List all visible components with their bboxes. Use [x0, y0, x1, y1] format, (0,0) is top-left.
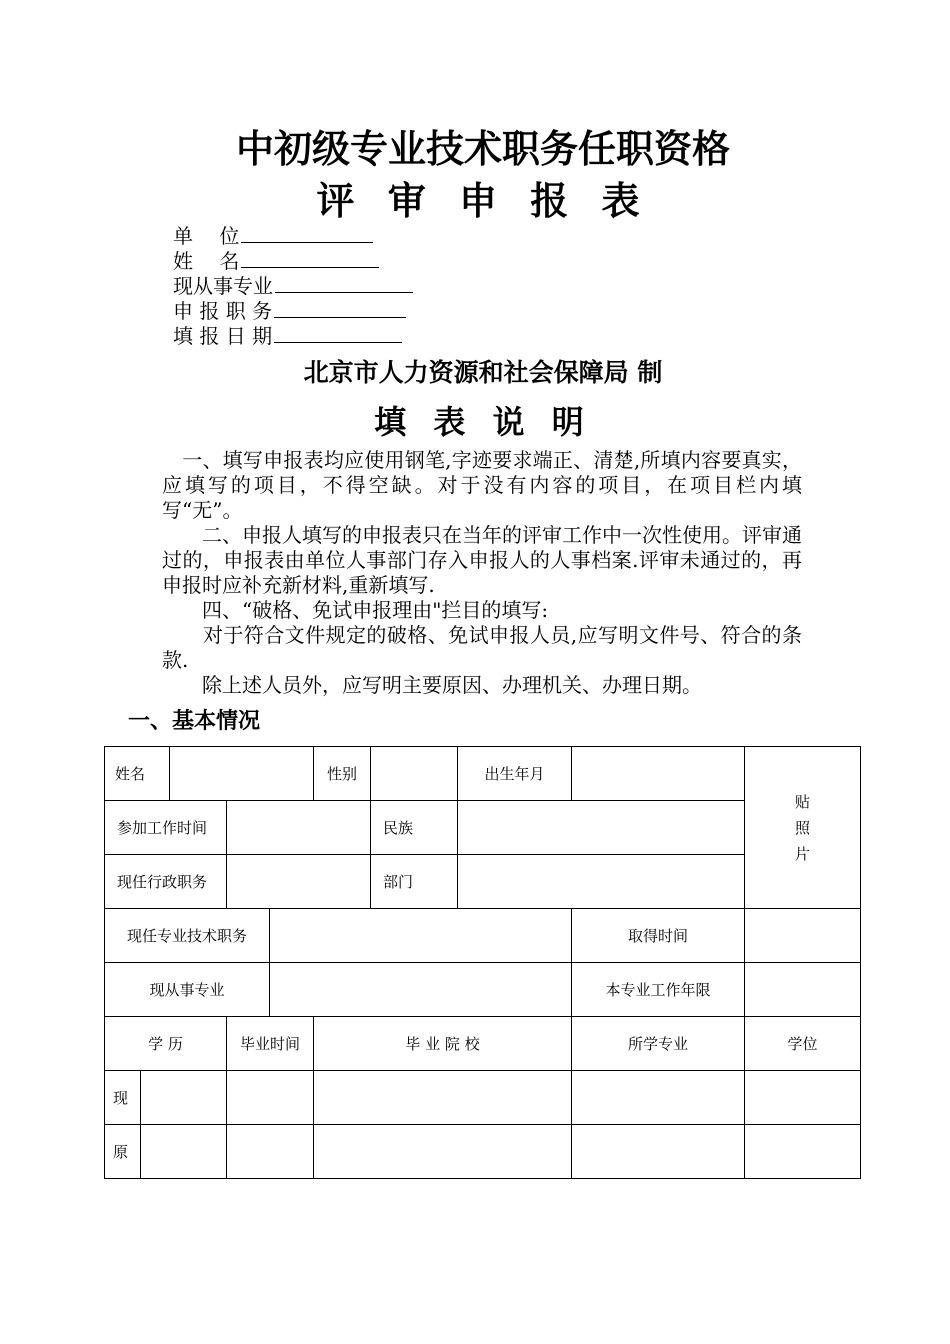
instructions-title: 填 表 说 明 [374, 403, 592, 441]
current-row-label: 现 [105, 1071, 141, 1125]
current-education-cell[interactable] [141, 1071, 227, 1125]
cover-field-label: 现从事专业 [173, 274, 273, 298]
cover-field-label: 单 位 [173, 224, 240, 248]
cover-field-post [173, 297, 413, 322]
ethnicity-cell[interactable] [458, 801, 745, 855]
department-cell[interactable] [458, 855, 745, 909]
unit-blank-line[interactable] [241, 222, 373, 243]
photo-label-char: 贴 [795, 792, 811, 811]
years-in-major-cell[interactable] [745, 963, 861, 1017]
admin-post-cell[interactable] [227, 855, 371, 909]
tech-post-label: 现任专业技术职务 [105, 909, 270, 963]
birth-label: 出生年月 [458, 747, 572, 801]
work-start-cell[interactable] [227, 801, 371, 855]
tech-post-cell[interactable] [270, 909, 572, 963]
original-row-label: 原 [105, 1125, 141, 1179]
cover-field-label: 姓 名 [173, 249, 240, 273]
original-grad-time-cell[interactable] [227, 1125, 314, 1179]
original-school-cell[interactable] [314, 1125, 572, 1179]
work-start-label: 参加工作时间 [105, 801, 227, 855]
major-blank-line[interactable] [275, 272, 413, 293]
obtained-time-cell[interactable] [745, 909, 861, 963]
cover-field-name [173, 247, 413, 272]
cover-fields [173, 222, 413, 347]
name-label: 姓名 [105, 747, 170, 801]
current-major-label: 现从事专业 [105, 963, 270, 1017]
department-label: 部门 [371, 855, 458, 909]
years-in-major-label: 本专业工作年限 [572, 963, 745, 1017]
grad-time-header: 毕业时间 [227, 1017, 314, 1071]
current-grad-time-cell[interactable] [227, 1071, 314, 1125]
obtained-time-label: 取得时间 [572, 909, 745, 963]
instructions-body [162, 448, 802, 698]
basic-info-table [104, 746, 861, 1179]
current-major-cell[interactable] [270, 963, 572, 1017]
photo-label-char: 片 [795, 844, 811, 863]
instruction-paragraph: 对于符合文件规定的破格、免试申报人员,应写明文件号、符合的条款. [162, 623, 802, 672]
issuer-line: 北京市人力资源和社会保障局 制 [303, 358, 663, 387]
degree-header: 学位 [745, 1017, 861, 1071]
admin-post-label: 现任行政职务 [105, 855, 227, 909]
section-heading-basic-info: 一、基本情况 [128, 709, 261, 734]
original-education-cell[interactable] [141, 1125, 227, 1179]
instruction-paragraph: 二、申报人填写的申报表只在当年的评审工作中一次性使用。评审通过的，申报表由单位人事部门存入申报人的人事档案.评审未通过的，再申报时应补充新材料,重新填写. [162, 523, 802, 597]
gender-label: 性别 [314, 747, 371, 801]
instruction-paragraph: 一、填写申报表均应使用钢笔,字迹要求端正、清楚,所填内容要真实，应填写的项目，不得空缺。对于没有内容的项目，在项目栏内填写“无”。 [162, 448, 802, 522]
cover-field-major [173, 272, 413, 297]
form-title-line2: 评 审 申 报 表 [316, 179, 650, 223]
cover-field-date [173, 322, 413, 347]
date-blank-line[interactable] [274, 322, 402, 343]
cover-field-label: 申 报 职 务 [173, 299, 273, 323]
major-studied-header: 所学专业 [572, 1017, 745, 1071]
photo-label-char: 照 [795, 818, 811, 837]
gender-cell[interactable] [371, 747, 458, 801]
name-cell[interactable] [170, 747, 314, 801]
school-header: 毕 业 院 校 [314, 1017, 572, 1071]
current-degree-cell[interactable] [745, 1071, 861, 1125]
name-blank-line[interactable] [241, 247, 379, 268]
instruction-paragraph: 除上述人员外，应写明主要原因、办理机关、办理日期。 [162, 673, 702, 697]
original-degree-cell[interactable] [745, 1125, 861, 1179]
form-title-line1: 中初级专业技术职务任职资格 [235, 127, 730, 171]
instruction-paragraph: 四、“破格、免试申报理由"拦目的填写: [162, 598, 549, 622]
current-major-studied-cell[interactable] [572, 1071, 745, 1125]
education-header: 学 历 [105, 1017, 227, 1071]
original-major-studied-cell[interactable] [572, 1125, 745, 1179]
cover-field-unit [173, 222, 413, 247]
ethnicity-label: 民族 [371, 801, 458, 855]
post-blank-line[interactable] [274, 297, 406, 318]
birth-cell[interactable] [572, 747, 745, 801]
photo-area[interactable] [745, 747, 861, 909]
cover-field-label: 填 报 日 期 [173, 324, 273, 348]
current-school-cell[interactable] [314, 1071, 572, 1125]
